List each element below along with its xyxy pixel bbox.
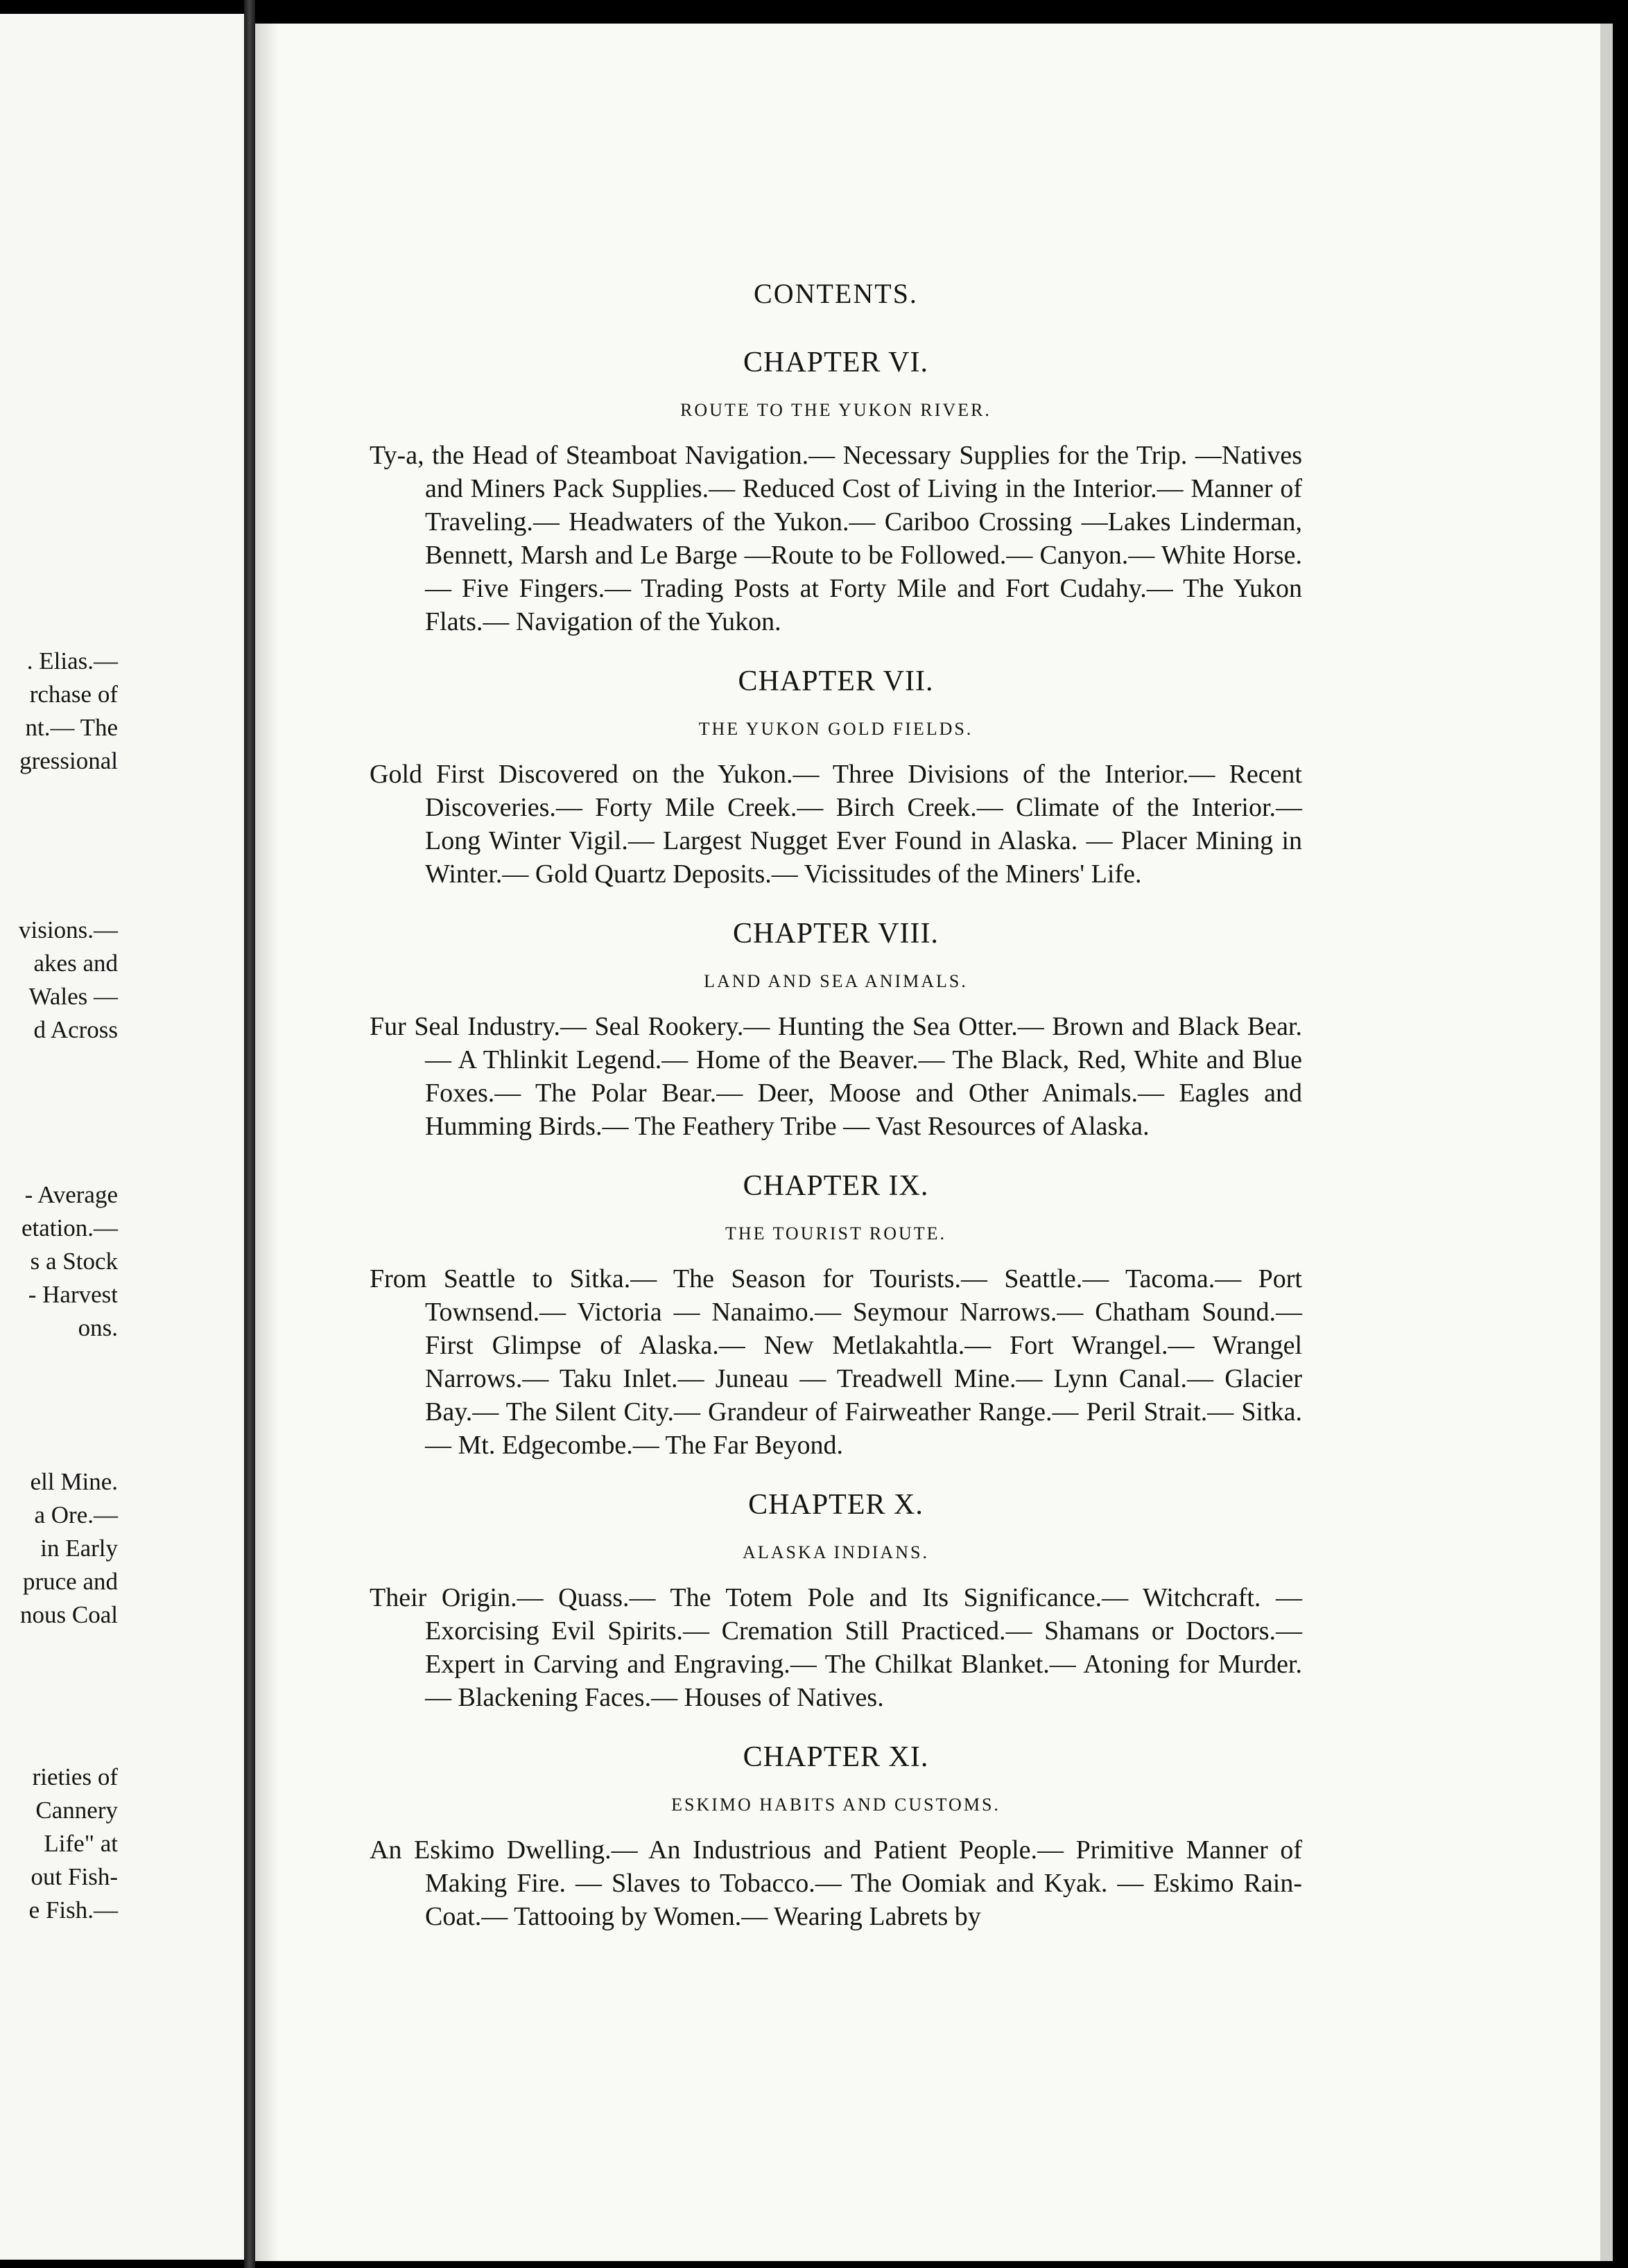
left-line: akes and — [33, 950, 118, 977]
chapter-10 — [370, 1488, 1302, 1714]
chapter-title: CHAPTER VIII. — [733, 918, 939, 950]
chapter-summary: An Eskimo Dwelling.— An Industrious and Patient People.— Primitive Manner of Making Fire. — Slaves to Tobacco.— The Oomiak and Kyak. — Eskimo Rain-Coat.— Tattooing by Women.— Wearing Labrets by — [370, 1835, 1302, 1931]
left-block-3 — [0, 1178, 118, 1345]
left-line: e Fish.— — [28, 1896, 118, 1924]
chapter-subtitle: ALASKA INDIANS. — [743, 1542, 929, 1562]
chapter-9 — [370, 1169, 1302, 1462]
chapter-title: CHAPTER VI. — [743, 347, 928, 378]
left-line: in Early — [40, 1535, 118, 1562]
left-line: out Fish- — [31, 1863, 118, 1890]
chapter-subtitle: ESKIMO HABITS AND CUSTOMS. — [671, 1795, 1001, 1815]
page-title: CONTENTS. — [754, 278, 918, 309]
left-line: etation.— — [21, 1214, 118, 1241]
left-line: gressional — [19, 747, 118, 774]
chapter-subtitle: ROUTE TO THE YUKON RIVER. — [680, 400, 991, 420]
chapter-8 — [370, 917, 1302, 1143]
chapter-title: CHAPTER X. — [748, 1489, 924, 1521]
chapter-title: CHAPTER IX. — [743, 1170, 929, 1202]
book-gutter — [244, 0, 255, 2268]
left-line: nous Coal — [20, 1601, 118, 1628]
chapter-subtitle: THE YUKON GOLD FIELDS. — [698, 719, 973, 739]
left-line: rieties of — [32, 1763, 118, 1790]
left-block-5 — [0, 1761, 118, 1927]
left-line: - Average — [24, 1181, 118, 1208]
chapter-title: CHAPTER XI. — [743, 1741, 929, 1773]
left-line: . Elias.— — [26, 647, 118, 674]
left-line: a Ore.— — [34, 1501, 118, 1528]
chapter-title: CHAPTER VII. — [738, 665, 934, 697]
left-line: visions.— — [19, 916, 118, 943]
left-line: s a Stock — [30, 1248, 118, 1275]
chapter-summary: From Seattle to Sitka.— The Season for Tourists.— Seattle.— Tacoma.— Port Townsend.— Victoria — Nanaimo.— Seymour Narrows.— Chatham Sound.— First Glimpse of Alaska.— New Metlakahtla.— Fort Wrangel.— Wrangel Narrows.— Taku Inlet.— Juneau — Treadwell Mine.— Lynn Canal.— Glacier Bay.— The Silent City.— Grandeur of Fairweather Range.— Peril Strait.— Sitka.— Mt. Edgecombe.— The Far Beyond. — [370, 1264, 1302, 1460]
left-line: Cannery — [35, 1797, 118, 1824]
left-line: - Harvest — [28, 1281, 118, 1308]
contents-page — [255, 24, 1613, 2261]
left-line: d Across — [33, 1016, 118, 1043]
chapter-subtitle: THE TOURIST ROUTE. — [725, 1223, 947, 1244]
facing-page-left — [0, 14, 244, 2260]
left-block-1 — [0, 645, 118, 778]
left-line: Wales — — [28, 983, 118, 1010]
chapter-7 — [370, 665, 1302, 891]
left-line: Life" at — [44, 1830, 118, 1857]
left-block-2 — [0, 914, 118, 1047]
chapter-summary: Ty-a, the Head of Steamboat Navigation.— Necessary Supplies for the Trip. —Natives and Miners Pack Supplies.— Reduced Cost of Living in the Interior.— Manner of Traveling.— Headwaters of the Yukon.— Cariboo Crossing —Lakes Linderman, Bennett, Marsh and Le Barge —Route to be Followed.— Canyon.— White Horse.— Five Fingers.— Trading Posts at Forty Mile and Fort Cudahy.— The Yukon Flats.— Navigation of the Yukon. — [370, 441, 1302, 636]
left-line: ell Mine. — [30, 1468, 118, 1495]
left-line: nt.— The — [25, 714, 118, 741]
chapter-summary: Their Origin.— Quass.— The Totem Pole and Its Significance.— Witchcraft. — Exorcising Evil Spirits.— Cremation Still Practiced.— Shamans or Doctors.— Expert in Carving and Engraving.— The Chilkat Blanket.— Atoning for Murder.— Blackening Faces.— Houses of Natives. — [370, 1583, 1302, 1712]
left-line: ons. — [78, 1314, 118, 1341]
chapter-6 — [370, 346, 1302, 638]
chapter-summary: Gold First Discovered on the Yukon.— Three Divisions of the Interior.— Recent Discoveries.— Forty Mile Creek.— Birch Creek.— Climate of the Interior.— Long Winter Vigil.— Largest Nugget Ever Found in Alaska. — Placer Mining in Winter.— Gold Quartz Deposits.— Vicissitudes of the Miners' Life. — [370, 760, 1302, 889]
chapter-subtitle: LAND AND SEA ANIMALS. — [704, 971, 968, 991]
chapter-11 — [370, 1741, 1302, 1933]
left-line: pruce and — [22, 1568, 118, 1595]
chapter-summary: Fur Seal Industry.— Seal Rookery.— Hunting the Sea Otter.— Brown and Black Bear.— A Thlinkit Legend.— Home of the Beaver.— The Black, Red, White and Blue Foxes.— The Polar Bear.— Deer, Moose and Other Animals.— Eagles and Humming Birds.— The Feathery Tribe — Vast Resources of Alaska. — [370, 1012, 1302, 1141]
left-line: rchase of — [29, 681, 118, 708]
contents-body — [370, 252, 1302, 1960]
left-block-4 — [0, 1465, 118, 1632]
